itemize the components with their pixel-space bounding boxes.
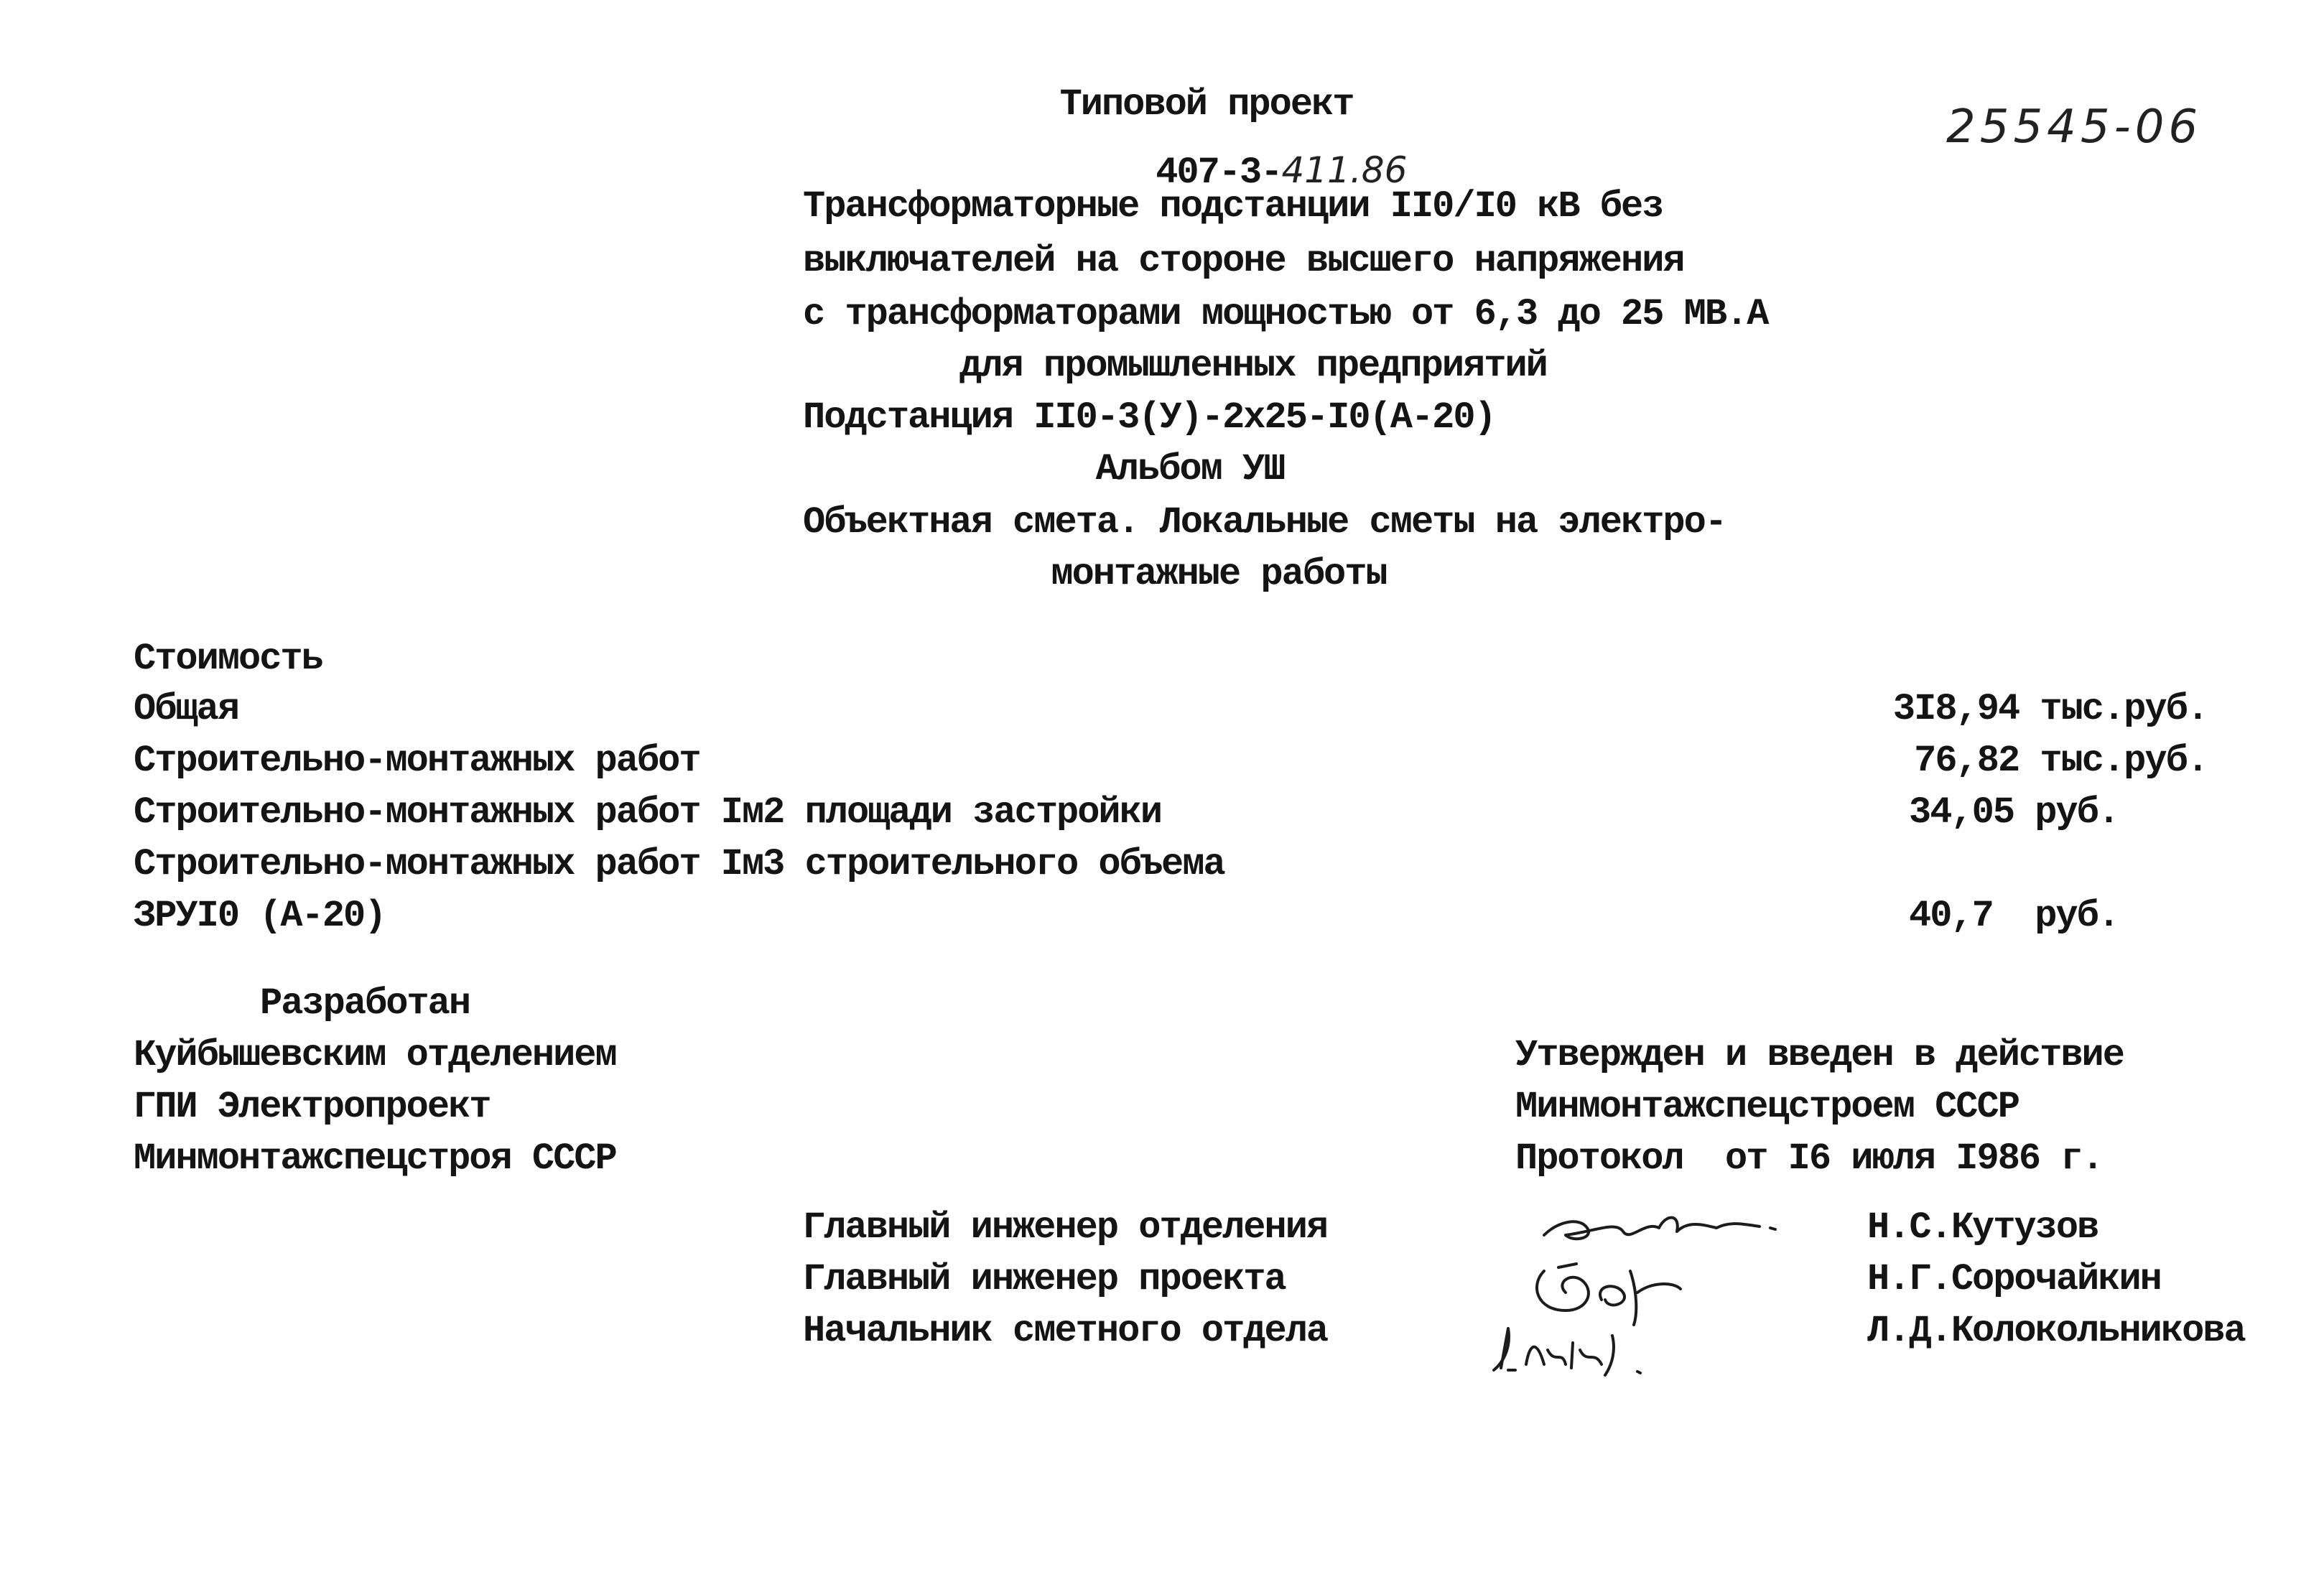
- archive-number: 25545-06: [1946, 101, 2203, 154]
- approval-line: Утвержден и введен в действие: [1515, 1034, 2124, 1076]
- developer-line: Минмонтажспецстроя СССР: [134, 1137, 616, 1180]
- signatory-position: Главный инженер проекта: [803, 1258, 1286, 1300]
- developer-line: ГПИ Электропроект: [134, 1086, 491, 1128]
- title-line-4: для промышленных предприятий: [959, 345, 1547, 387]
- project-number: [1142, 136, 1407, 192]
- cost-row-label: Строительно-монтажных работ Iм3 строительного объема: [134, 843, 1224, 885]
- title-line-2: выключателей на стороне высшего напряжения: [803, 240, 1684, 282]
- title-line-3: с трансформаторами мощностью от 6,3 до 25 МВ.А: [803, 293, 1768, 335]
- signatory-name: Н.Г.Сорочайкин: [1867, 1258, 2161, 1300]
- cost-row-value: 34,05 руб.: [1909, 791, 2119, 834]
- project-label: Типовой проект: [1059, 83, 1354, 126]
- title-line-7: Объектная смета. Локальные сметы на электро-: [803, 501, 1726, 544]
- album-label: Альбом УШ: [1095, 448, 1285, 490]
- signatory-name: Л.Д.Колокольникова: [1867, 1310, 2245, 1352]
- signatory-position: Начальник сметного отдела: [803, 1310, 1328, 1352]
- cost-row-label: ЗРУI0 (А-20): [134, 895, 386, 937]
- cost-row-value: 3I8,94 тыс.руб.: [1892, 688, 2208, 730]
- signature-3: [1487, 1307, 1673, 1386]
- approval-protocol: Протокол от I6 июля I986 г.: [1515, 1137, 2103, 1180]
- developer-heading: Разработан: [260, 982, 470, 1025]
- project-number-handwritten: 411.86: [1281, 149, 1408, 191]
- cost-heading: Стоимость: [134, 638, 322, 680]
- title-line-8: монтажные работы: [1051, 553, 1387, 595]
- signatory-position: Главный инженер отделения: [803, 1206, 1328, 1249]
- cost-row-label: Общая: [134, 688, 239, 730]
- project-number-printed: 407-3-: [1156, 152, 1282, 194]
- cost-row-value: 40,7 руб.: [1909, 895, 2119, 937]
- cost-row-label: Строительно-монтажных работ Iм2 площади застройки: [134, 791, 1162, 834]
- cost-row-value: 76,82 тыс.руб.: [1914, 740, 2208, 782]
- signatory-name: Н.С.Кутузов: [1867, 1206, 2098, 1249]
- developer-line: Куйбышевским отделением: [134, 1034, 616, 1076]
- title-line-5: Подстанция II0-3(У)-2х25-I0(А-20): [803, 396, 1495, 439]
- cost-row-label: Строительно-монтажных работ: [134, 740, 700, 782]
- title-line-1: Трансформаторные подстанции II0/I0 кВ без: [803, 185, 1663, 228]
- approval-line: Минмонтажспецстроем СССР: [1515, 1086, 2019, 1128]
